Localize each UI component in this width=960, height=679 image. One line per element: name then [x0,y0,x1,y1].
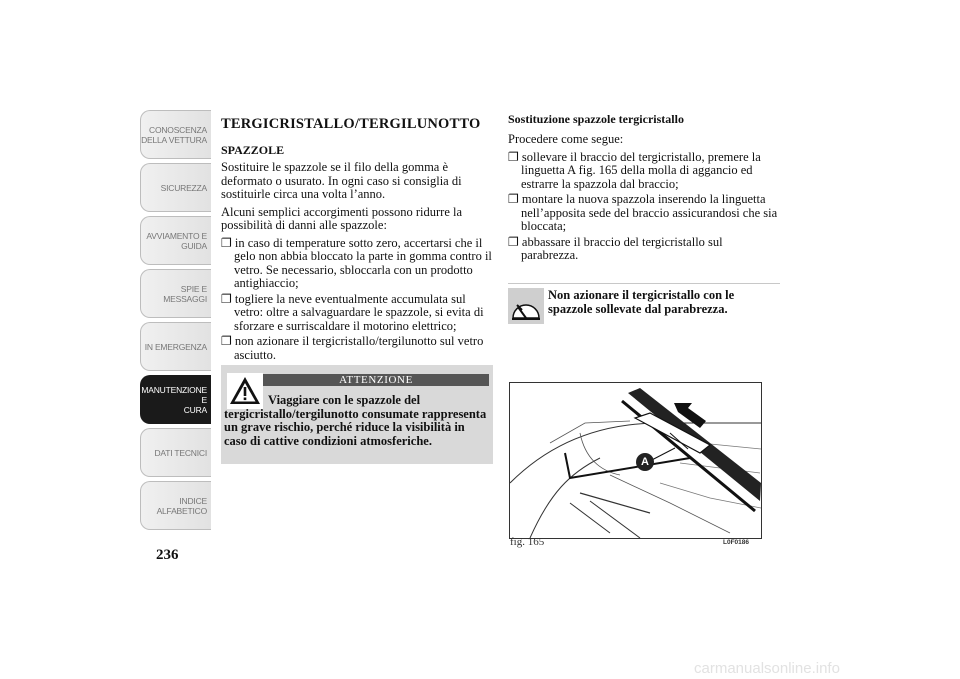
figure-caption: fig. 165 [510,536,545,548]
divider [508,283,780,284]
right-column [508,112,780,265]
paragraph: Alcuni semplici accorgimenti possono ridurre la possibilità di danni alle spazzole: [221,204,463,232]
chapter-tab-label: INDICE ALFABETICO [156,495,207,516]
checkbox-bullet-icon: ❐ [508,149,519,164]
subsection-title: SPAZZOLE [221,143,285,157]
subsection-title: Sostituzione spazzole tergicristallo [508,112,684,126]
watermark: carmanualsonline.info [694,660,840,677]
bullet-list [221,237,493,363]
list-item: ❐ togliere la neve eventualmente accumulata sul vetro: oltre a salvaguardare le spazzole, si evita di sforzare e surriscaldare il motorino elettrico; [221,291,484,333]
checkbox-bullet-icon: ❐ [221,291,232,306]
list-item: ❐ abbassare il braccio del tergicristallo sul parabrezza. [508,234,723,262]
chapter-tab-2[interactable] [140,216,211,265]
wiper-figure [509,382,762,539]
caution-note: Non azionare il tergicristallo con le spazzole sollevate dal parabrezza. [548,288,735,316]
chapter-tab-5[interactable] [140,375,211,424]
chapter-tab-label: DATI TECNICI [154,447,207,458]
list-item: ❐ in caso di temperature sotto zero, accertarsi che il gelo non abbia bloccato la parte in gomma contro il vetro. Se necessario, sbloccarla con un prodotto antighiaccio; [221,235,492,290]
chapter-tab-7[interactable] [140,481,211,530]
chapter-tabs [140,110,211,534]
chapter-tab-label: SICUREZZA [160,182,207,193]
figure-code: L0F0186 [723,539,750,546]
section-title: TERGICRISTALLO/TERGILUNOTTO [221,116,481,132]
chapter-tab-4[interactable] [140,322,211,371]
chapter-tab-0[interactable] [140,110,211,159]
chapter-tab-label: SPIE E MESSAGGI [163,283,207,304]
chapter-tab-label: MANUTENZIONE E CURA [141,384,207,415]
warning-box [221,365,493,464]
paragraph: Procedere come segue: [508,132,624,146]
wiper-caution-icon [508,288,544,324]
list-item: ❐ montare la nuova spazzola inserendo la linguetta nell’apposita sede del braccio assicurandosi che sia bloccata; [508,192,778,233]
warning-text: Viaggiare con le spazzole del tergicristallo/tergilunotto consumate rappresenta un grave rischio, perché riduce la visibilità in caso di cattive condizioni atmosferiche. [224,393,487,448]
list-item: ❐ sollevare il braccio del tergicristallo, premere la linguetta A fig. 165 della molla di aggancio ed estrarre la spazzola dal braccio; [508,149,761,191]
chapter-tab-3[interactable] [140,269,211,318]
bullet-list [508,151,780,263]
left-column [221,110,493,364]
checkbox-bullet-icon: ❐ [221,334,232,348]
paragraph: Sostituire le spazzole se il filo della gomma è deformato o usurato. In ogni caso si consiglia di sostituirle circa una volta l’anno. [221,160,462,201]
callout-a: A [636,453,654,471]
chapter-tab-label: AVVIAMENTO E GUIDA [146,230,207,251]
page-number: 236 [156,547,179,563]
chapter-tab-label: IN EMERGENZA [144,341,207,352]
warning-header: ATTENZIONE [263,374,489,386]
checkbox-bullet-icon: ❐ [508,192,519,206]
checkbox-bullet-icon: ❐ [508,234,519,249]
chapter-tab-1[interactable] [140,163,211,212]
chapter-tab-label: CONOSCENZA DELLA VETTURA [141,124,207,145]
list-item: ❐ non azionare il tergicristallo/tergilunotto sul vetro asciutto. [221,334,484,362]
chapter-tab-6[interactable] [140,428,211,477]
checkbox-bullet-icon: ❐ [221,235,232,250]
